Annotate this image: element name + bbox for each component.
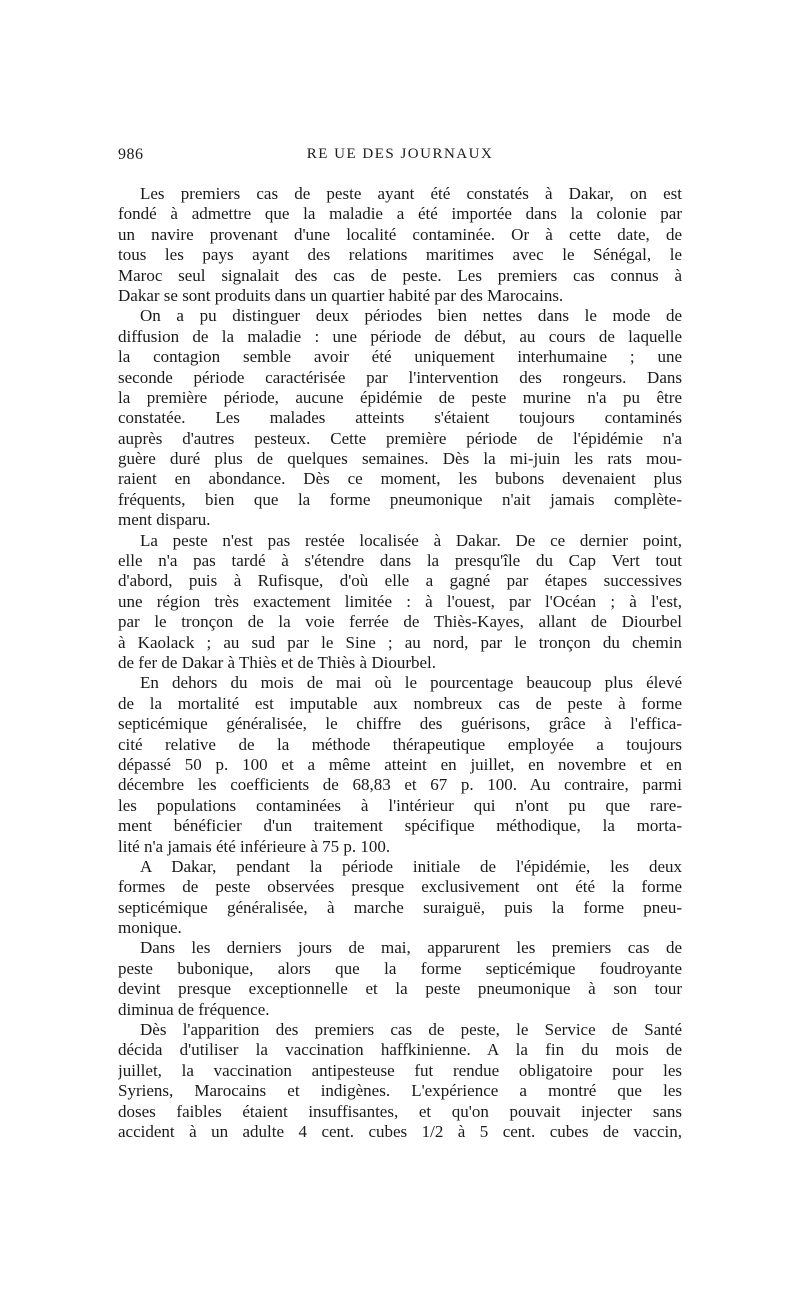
text-line: fondé à admettre que la maladie a été importée dans la colonie par [118, 204, 682, 224]
page-header [118, 146, 682, 170]
text-line: raient en abondance. Dès ce moment, les bubons devenaient plus [118, 469, 682, 489]
text-line: Dans les derniers jours de mai, apparurent les premiers cas de [140, 938, 682, 958]
text-line: cité relative de la méthode thérapeutique employée a toujours [118, 734, 682, 754]
text-line: fréquents, bien que la forme pneumonique n'ait jamais complète- [118, 489, 682, 509]
text-line: Maroc seul signalait des cas de peste. Les premiers cas connus à [118, 265, 682, 285]
text-line: ment bénéficier d'un traitement spécifique méthodique, la morta- [118, 816, 682, 836]
text-line: septicémique généralisée, à marche suraiguë, puis la forme pneu- [118, 897, 682, 917]
paragraph [118, 531, 682, 674]
text-line: par le tronçon de la voie ferrée de Thiès-Kayes, allant de Diourbel [118, 612, 682, 632]
text-line: peste bubonique, alors que la forme septicémique foudroyante [118, 958, 682, 978]
running-title: RE UE DES JOURNAUX [306, 146, 494, 162]
text-line: monique. [118, 918, 182, 938]
text-line: la première période, aucune épidémie de peste murine n'a pu être [118, 387, 682, 407]
text-line: une région très exactement limitée : à l'ouest, par l'Océan ; à l'est, [118, 591, 682, 611]
text-line: lité n'a jamais été inférieure à 75 p. 100. [118, 836, 391, 856]
text-line: A Dakar, pendant la période initiale de l'épidémie, les deux [140, 856, 682, 876]
text-line: guère duré plus de quelques semaines. Dès la mi-juin les rats mou- [118, 449, 682, 469]
text-line: la contagion semble avoir été uniquement interhumaine ; une [118, 347, 682, 367]
text-line: Dès l'apparition des premiers cas de peste, le Service de Santé [140, 1020, 682, 1040]
text-line: de fer de Dakar à Thiès et de Thiès à Diourbel. [118, 652, 436, 672]
page-number: 986 [118, 146, 144, 163]
text-line: les populations contaminées à l'intérieur qui n'ont pu que rare- [118, 795, 682, 815]
text-line: d'abord, puis à Rufisque, d'où elle a gagné par étapes successives [118, 571, 682, 591]
paragraph [118, 306, 682, 530]
text-line: décembre les coefficients de 68,83 et 67 p. 100. Au contraire, parmi [118, 775, 682, 795]
text-line: auprès d'autres pesteux. Cette première période de l'épidémie n'a [118, 428, 682, 448]
text-line: seconde période caractérisée par l'intervention des rongeurs. Dans [118, 367, 682, 387]
text-line: formes de peste observées presque exclusivement ont été la forme [118, 877, 682, 897]
paragraph [118, 857, 682, 939]
text-line: doses faibles étaient insuffisantes, et qu'on pouvait injecter sans [118, 1101, 682, 1121]
text-line: devint presque exceptionnelle et la peste pneumonique à son tour [118, 979, 682, 999]
text-line: diffusion de la maladie : une période de début, au cours de laquelle [118, 326, 682, 346]
text-line: tous les pays ayant des relations maritimes avec le Sénégal, le [118, 245, 682, 265]
text-line: de la mortalité est imputable aux nombreux cas de peste à forme [118, 693, 682, 713]
text-line: juillet, la vaccination antipesteuse fut rendue obligatoire pour les [118, 1060, 682, 1080]
text-line: diminua de fréquence. [118, 999, 270, 1019]
text-line: La peste n'est pas restée localisée à Dakar. De ce dernier point, [140, 530, 682, 550]
paragraph [118, 938, 682, 1020]
text-line: Les premiers cas de peste ayant été constatés à Dakar, on est [140, 184, 682, 203]
paragraph [118, 673, 682, 857]
article-body [118, 184, 682, 1142]
text-line: décida d'utiliser la vaccination haffkinienne. A la fin du mois de [118, 1040, 682, 1060]
text-line: accident à un adulte 4 cent. cubes 1/2 à 5 cent. cubes de vaccin, [118, 1121, 682, 1141]
text-line: dépassé 50 p. 100 et a même atteint en juillet, en novembre et en [118, 754, 682, 774]
paragraph [118, 184, 682, 306]
text-line: ment disparu. [118, 510, 211, 530]
text-line: On a pu distinguer deux périodes bien nettes dans le mode de [140, 306, 682, 326]
text-line: septicémique généralisée, le chiffre des guérisons, grâce à l'effica- [118, 714, 682, 734]
text-line: elle n'a pas tardé à s'étendre dans la presqu'île du Cap Vert tout [118, 551, 682, 571]
text-line: En dehors du mois de mai où le pourcentage beaucoup plus élevé [140, 673, 682, 693]
text-line: constatée. Les malades atteints s'étaient toujours contaminés [118, 408, 682, 428]
text-line: un navire provenant d'une localité contaminée. Or à cette date, de [118, 224, 682, 244]
paragraph [118, 1020, 682, 1142]
text-line: Dakar se sont produits dans un quartier habité par des Marocains. [118, 285, 564, 305]
text-line: à Kaolack ; au sud par le Sine ; au nord, par le tronçon du chemin [118, 632, 682, 652]
text-line: Syriens, Marocains et indigènes. L'expérience a montré que les [118, 1081, 682, 1101]
